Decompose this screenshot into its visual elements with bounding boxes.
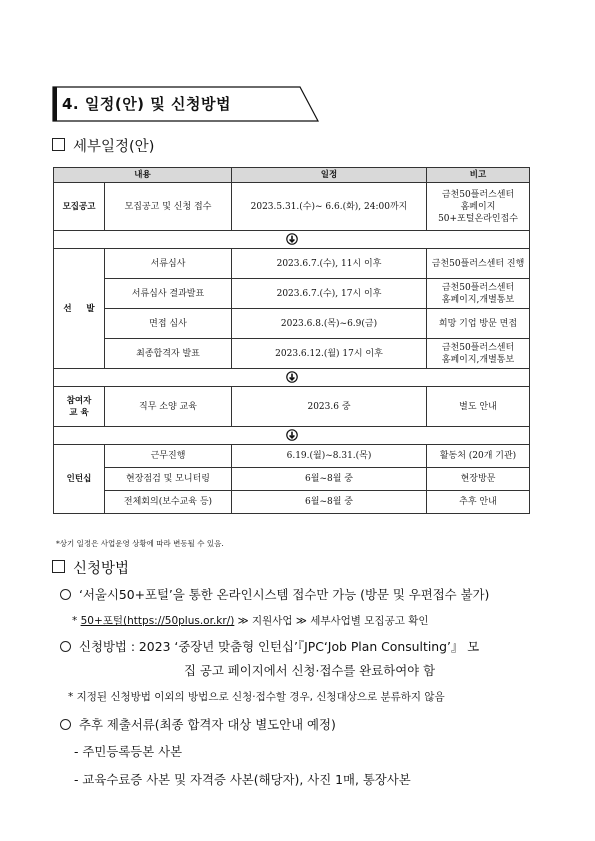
note-cell: 희망 기업 방문 면접 (427, 309, 530, 339)
checkbox-icon (52, 560, 65, 573)
down-arrow-icon (286, 233, 298, 245)
section-title: 4. 일정(안) 및 신청방법 (62, 95, 231, 113)
apply-item-2-sub: * 지정된 신청방법 이외의 방법으로 신청·접수할 경우, 신청대상으로 분류하지 않음 (68, 691, 445, 703)
table-row (54, 445, 530, 468)
note-cell: 금천50플러스센터 홈페이지 50+포털온라인접수 (427, 183, 530, 231)
schedule-heading: 세부일정(안) (52, 135, 154, 156)
schedule-footnote: *상기 일정은 사업운영 상황에 따라 변동될 수 있음. (56, 539, 224, 548)
apply-item-3: 추후 제출서류(최종 합격자 대상 별도안내 예정) (60, 715, 336, 733)
column-header: 내용 (54, 168, 232, 183)
down-arrow-icon (286, 371, 298, 383)
apply-item-2: 신청방법 : 2023 ‘중장년 맞춤형 인턴십’『JPC‘Job Plan Consulting’』 모 (60, 637, 479, 655)
category-cell: 참여자 교 육 (54, 387, 105, 427)
date-cell: 2023.6.7.(수), 17시 이후 (232, 279, 427, 309)
table-row (54, 249, 530, 279)
table-row (54, 339, 530, 369)
schedule-table (53, 167, 530, 514)
item-cell: 모집공고 및 신청 접수 (105, 183, 232, 231)
table-row (54, 279, 530, 309)
apply-item-3-sub-1: - 주민등록등본 사본 (74, 744, 183, 759)
item-cell: 현장점검 및 모니터링 (105, 468, 232, 491)
apply-heading: 신청방법 (52, 557, 129, 578)
item-cell: 최종합격자 발표 (105, 339, 232, 369)
arrow-row (54, 369, 530, 387)
apply-item-2-cont: 집 공고 페이지에서 신청·접수를 완료하여야 함 (184, 663, 436, 678)
note-cell: 금천50플러스센터 홈페이지,개별통보 (427, 339, 530, 369)
date-cell: 2023.6 중 (232, 387, 427, 427)
item-cell: 서류심사 (105, 249, 232, 279)
date-cell: 6월~8월 중 (232, 468, 427, 491)
item-cell: 면접 심사 (105, 309, 232, 339)
note-cell: 현장방문 (427, 468, 530, 491)
note-cell: 별도 안내 (427, 387, 530, 427)
circle-bullet-icon (60, 641, 71, 652)
circle-bullet-icon (60, 589, 71, 600)
date-cell: 6월~8월 중 (232, 491, 427, 514)
apply-item-1-sub: * 50+포털(https://50plus.or.kr/) ≫ 지원사업 ≫ 세부사업별 모집공고 확인 (72, 615, 429, 627)
circle-bullet-icon (60, 719, 71, 730)
column-header: 일정 (232, 168, 427, 183)
date-cell: 2023.5.31.(수)~ 6.6.(화), 24:00까지 (232, 183, 427, 231)
table-row (54, 183, 530, 231)
section-header (52, 86, 318, 120)
table-row (54, 309, 530, 339)
table-row (54, 491, 530, 514)
date-cell: 2023.6.8.(목)~6.9(금) (232, 309, 427, 339)
checkbox-icon (52, 138, 65, 151)
item-cell: 직무 소양 교육 (105, 387, 232, 427)
date-cell: 2023.6.7.(수), 11시 이후 (232, 249, 427, 279)
down-arrow-icon (286, 429, 298, 441)
note-cell: 추후 안내 (427, 491, 530, 514)
item-cell: 서류심사 결과발표 (105, 279, 232, 309)
table-header-row (54, 168, 530, 183)
apply-item-3-sub-2: - 교육수료증 사본 및 자격증 사본(해당자), 사진 1매, 통장사본 (74, 772, 411, 787)
portal-link[interactable]: 50+포털(https://50plus.or.kr/) (80, 615, 235, 627)
note-cell: 금천50플러스센터 홈페이지,개별통보 (427, 279, 530, 309)
arrow-row (54, 427, 530, 445)
note-cell: 금천50플러스센터 진행 (427, 249, 530, 279)
item-cell: 전체회의(보수교육 등) (105, 491, 232, 514)
date-cell: 6.19.(월)~8.31.(목) (232, 445, 427, 468)
category-cell: 모집공고 (54, 183, 105, 231)
table-row (54, 468, 530, 491)
category-cell: 인턴십 (54, 445, 105, 514)
note-cell: 활동처 (20개 기관) (427, 445, 530, 468)
category-cell: 선 발 (54, 249, 105, 369)
table-row (54, 387, 530, 427)
column-header: 비고 (427, 168, 530, 183)
apply-item-1: ‘서울시50+포털’을 통한 온라인시스템 접수만 가능 (방문 및 우편접수 불가) (60, 585, 489, 603)
item-cell: 근무진행 (105, 445, 232, 468)
arrow-row (54, 231, 530, 249)
date-cell: 2023.6.12.(월) 17시 이후 (232, 339, 427, 369)
